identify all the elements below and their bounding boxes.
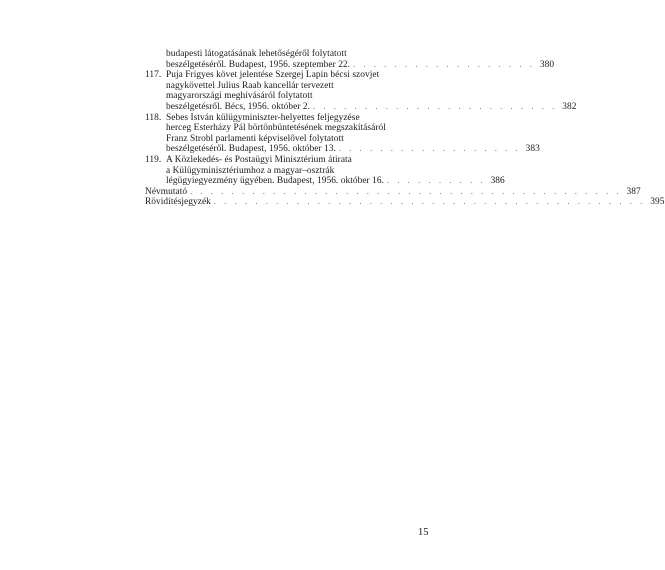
toc-last-line: [145, 186, 641, 198]
dot-leader: . . . . . . . . . . . . . . . . . . . . . . . .: [313, 101, 558, 111]
toc-entry-abbreviations: [145, 197, 665, 208]
toc-page-number: 387: [626, 186, 641, 197]
toc-line-text: Rövidítésjegyzék: [145, 197, 211, 208]
toc-line-text: A Közlekedés- és Postaügyi Minisztérium átirata: [166, 154, 352, 165]
toc-line-text: beszélgetésről. Bécs, 1956. október 2.: [166, 101, 311, 112]
toc-line: nagykövettel Julius Raab kancellár tervezett: [166, 80, 334, 91]
dot-leader: . . . . . . . . . .: [386, 176, 486, 186]
toc-line: [145, 113, 433, 124]
toc-last-line: [145, 176, 505, 187]
toc-last-line: [145, 144, 540, 155]
toc-entry-119: [145, 154, 505, 187]
toc-entry-118: [145, 112, 540, 155]
toc-entry-number: 119.: [145, 154, 162, 165]
toc-page-number: 380: [539, 59, 555, 70]
toc-line: a Külügyminisztériumhoz a magyar–osztrák: [166, 165, 335, 176]
toc-entry-116-continued: [145, 49, 555, 70]
dot-leader: . . . . . . . . . . . . . . . . . .: [353, 59, 536, 69]
page-number: 15: [418, 527, 429, 538]
toc-page-number: 395: [650, 197, 665, 208]
toc-line-text: Puja Frigyes követ jelentése Szergej Lapin bécsi szovjet: [166, 70, 380, 81]
toc-entry-117: [145, 70, 577, 112]
toc-line: Franz Strobl parlamenti képviselővel folytatott: [166, 133, 344, 144]
dot-leader: . . . . . . . . . . . . . . . . . . . . . . . . . . . . . . . . . . . . . . . . . .: [190, 186, 622, 196]
toc-line-text: Névmutató: [145, 186, 188, 197]
toc-entry-name-index: [145, 186, 641, 198]
toc-page-number: 382: [562, 101, 577, 112]
toc-entry-number: 117.: [145, 70, 162, 81]
toc-last-line: [145, 59, 555, 71]
toc-line-text: Sebes István külügyminiszter-helyettes feljegyzése: [166, 112, 360, 123]
dot-leader: . . . . . . . . . . . . . . . . . . . . . . . . . . . . . . . . . . . . . . . . . .: [213, 197, 646, 207]
toc-line-text: légügyiegyezmény ügyében. Budapest, 1956. október 16.: [166, 176, 384, 187]
toc-line-text: beszélgetéséről. Budapest, 1956. október 13.: [166, 144, 336, 155]
toc-line: herceg Esterházy Pál börtönbüntetésének megszakításáról: [166, 123, 386, 134]
toc-line: [145, 70, 433, 81]
table-of-contents: [145, 49, 665, 208]
toc-entry-number: 118.: [145, 112, 162, 123]
toc-line: budapesti látogatásának lehetőségéről folytatott: [166, 49, 347, 59]
dot-leader: . . . . . . . . . . . . . . . . . .: [338, 144, 521, 154]
toc-page-number: 386: [490, 176, 505, 187]
toc-last-line: [145, 101, 577, 113]
toc-line: [145, 155, 433, 166]
toc-line-text: beszélgetéséről. Budapest, 1956. szeptember 22.: [166, 59, 351, 70]
toc-line: magyarországi meghívásáról folytatott: [166, 91, 313, 102]
toc-last-line: [145, 197, 665, 208]
toc-page-number: 383: [525, 144, 540, 155]
